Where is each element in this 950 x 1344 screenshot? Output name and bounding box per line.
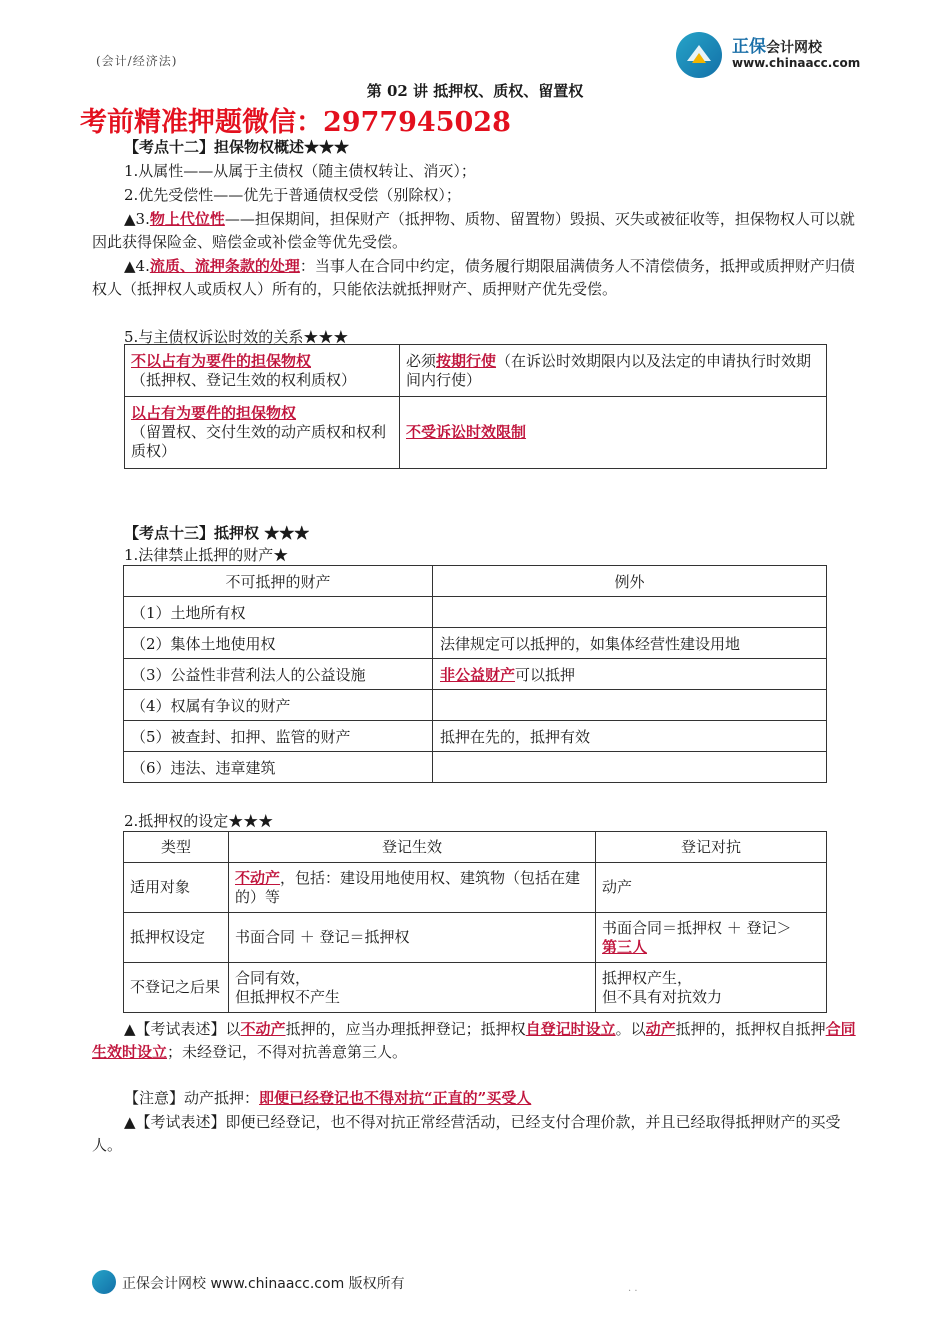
table-row-right: [433, 690, 827, 721]
term-subrogation: 物上代位性: [149, 210, 225, 228]
limitation-row1-left: 不以占有为要件的担保物权 （抵押权、登记生效的权利质权）: [125, 345, 400, 397]
lecture-title: 第 02 讲 抵押权、质权、留置权: [366, 82, 584, 100]
table-row-left: （1）土地所有权: [124, 597, 433, 628]
setup-row3-right: 抵押权产生， 但不具有对抗效力: [596, 963, 827, 1013]
table-row-right: 非公益财产可以抵押: [433, 659, 827, 690]
table-row-left: （4）权属有争议的财产: [124, 690, 433, 721]
setup-row1-mid: 不动产，包括：建设用地使用权、建筑物（包括在建的）等: [229, 863, 596, 913]
limitation-row1-right: 必须按期行使（在诉讼时效期限内以及法定的申请执行时效期间内行使）: [400, 345, 827, 397]
setup-header-registration-against: 登记对抗: [596, 832, 827, 863]
prohibited-property-table: [123, 565, 827, 783]
brand-logo: [676, 30, 876, 76]
table-row-left: （5）被查封、扣押、监管的财产: [124, 721, 433, 752]
setup-row1-right: 动产: [596, 863, 827, 913]
setup-row1-label: 适用对象: [124, 863, 229, 913]
table-row-left: （3）公益性非营利法人的公益设施: [124, 659, 433, 690]
brand-url: www.chinaacc.com: [732, 56, 861, 70]
setup-row2-mid: 书面合同 ＋ 登记＝抵押权: [229, 913, 596, 963]
setup-row2-right: 书面合同＝抵押权 ＋ 登记＞ 第三人: [596, 913, 827, 963]
section13-heading: 【考点十三】抵押权 ★★★: [124, 524, 310, 542]
logo-icon: [676, 32, 722, 78]
setup-row3-label: 不登记之后果: [124, 963, 229, 1013]
section12-item4: ▲4.流质、流押条款的处理：当事人在合同中约定，债务履行期限届满债务人不清偿债务，抵押或质押财产归债权人（抵押权人或质权人）所有的，只能依法就抵押财产、质押财产优先受偿。: [92, 257, 855, 298]
table-row-right: 法律规定可以抵押的，如集体经营性建设用地: [433, 628, 827, 659]
section12-item5: 5.与主债权诉讼时效的关系★★★: [124, 328, 349, 346]
section12-item1: 1.从属性——从属于主债权（随主债权转让、消灭）；: [124, 162, 476, 180]
limitation-row2-left: 以占有为要件的担保物权 （留置权、交付生效的动产质权和权利质权）: [125, 397, 400, 469]
header-fragment: (会计/经济法): [96, 54, 178, 68]
limitation-row2-right: 不受诉讼时效限制: [400, 397, 827, 469]
footer-logo-icon: [92, 1270, 116, 1294]
term-forfeiture-clause: 流质、流押条款的处理: [149, 257, 300, 275]
exam-statement-1: ▲【考试表述】以不动产抵押的，应当办理抵押登记；抵押权自登记时设立。以动产抵押的，抵押权自抵押合同生效时设立；未经登记，不得对抗善意第三人。: [92, 1020, 856, 1061]
exam-statement-2: ▲【考试表述】即便已经登记，也不得对抗正常经营活动，已经支付合理价款，并且已经取得抵押财产的买受人。: [92, 1113, 841, 1154]
table-row-right: [433, 752, 827, 783]
setup-row2-label: 抵押权设定: [124, 913, 229, 963]
setup-header-type: 类型: [124, 832, 229, 863]
table-row-right: 抵押在先的，抵押有效: [433, 721, 827, 752]
mortgage-setup-table: [123, 831, 827, 1013]
brand-name: 正保会计网校: [732, 37, 822, 57]
section12-heading: 【考点十二】担保物权概述★★★: [124, 138, 350, 156]
table-row-right: [433, 597, 827, 628]
note-movable-mortgage: 【注意】动产抵押：即便已经登记也不得对抗“正直的”买受人: [124, 1089, 532, 1107]
limitation-table: [124, 344, 827, 469]
section12-item2: 2.优先受偿性——优先于普通债权受偿（别除权）；: [124, 186, 461, 204]
promo-banner: 考前精准押题微信：2977945028: [80, 107, 511, 138]
prohibited-header-left: 不可抵押的财产: [124, 566, 433, 597]
section13-sub1: 1.法律禁止抵押的财产★: [124, 546, 289, 564]
setup-row3-mid: 合同有效， 但抵押权不产生: [229, 963, 596, 1013]
section13-sub2: 2.抵押权的设定★★★: [124, 812, 274, 830]
section12-item3: ▲3.物上代位性——担保期间，担保财产（抵押物、质物、留置物）毁损、灭失或被征收等，担保物权人可以就因此获得保险金、赔偿金或补偿金等优先受偿。: [92, 210, 855, 251]
table-row-left: （6）违法、违章建筑: [124, 752, 433, 783]
footer-copyright: 正保会计网校 www.chinaacc.com 版权所有: [122, 1276, 405, 1292]
setup-header-registration-effective: 登记生效: [229, 832, 596, 863]
page-mark: · ·: [628, 1286, 638, 1297]
prohibited-header-right: 例外: [433, 566, 827, 597]
table-row-left: （2）集体土地使用权: [124, 628, 433, 659]
